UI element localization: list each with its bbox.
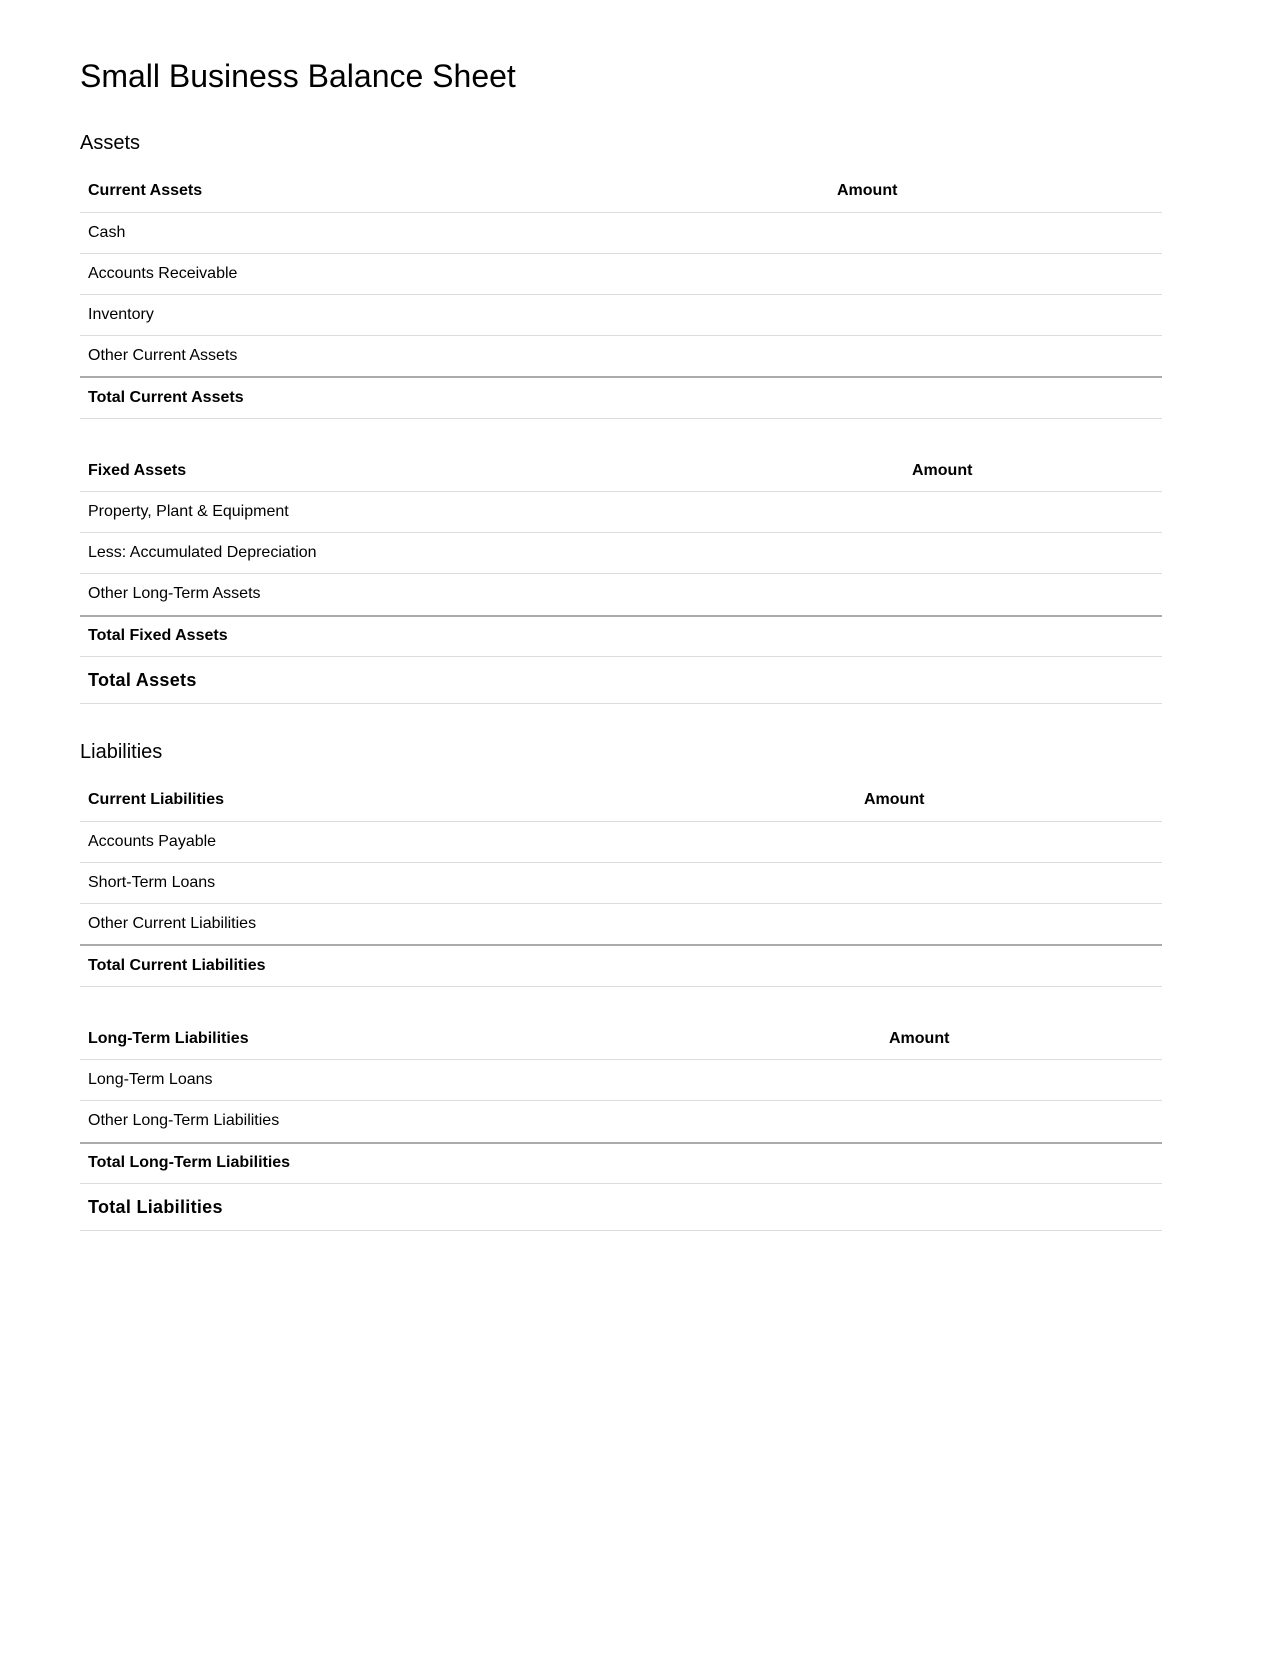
table-row: [80, 492, 1162, 533]
table-row: [80, 212, 1162, 253]
liabilities-heading: Liabilities: [80, 741, 163, 763]
total-label: Total Fixed Assets: [80, 616, 904, 657]
table-row: [80, 294, 1162, 335]
table-row: [80, 862, 1162, 903]
row-label: Long-Term Loans: [80, 1060, 881, 1101]
table-row: [80, 574, 1162, 616]
grand-total-row: [80, 657, 1162, 704]
table-row: [80, 335, 1162, 377]
grand-total-amount-cell[interactable]: [904, 657, 1162, 704]
column-header-amount: Amount: [904, 451, 1162, 492]
column-header-category: Current Assets: [80, 171, 829, 212]
total-row: [80, 377, 1162, 418]
amount-cell[interactable]: [829, 212, 1162, 253]
table-header-row: [80, 780, 1162, 821]
total-row: [80, 1143, 1162, 1184]
table-header-row: [80, 451, 1162, 492]
table-row: [80, 821, 1162, 862]
column-header-category: Fixed Assets: [80, 451, 904, 492]
table-header-row: [80, 171, 1162, 212]
row-label: Other Current Assets: [80, 335, 829, 377]
total-amount-cell[interactable]: [881, 1143, 1162, 1184]
amount-cell[interactable]: [829, 253, 1162, 294]
total-label: Total Long-Term Liabilities: [80, 1143, 881, 1184]
row-label: Accounts Payable: [80, 821, 856, 862]
column-header-amount: Amount: [829, 171, 1162, 212]
row-label: Short-Term Loans: [80, 862, 856, 903]
table-row: [80, 1060, 1162, 1101]
row-label: Other Long-Term Liabilities: [80, 1101, 881, 1143]
fixed-assets-table: [80, 451, 1162, 705]
grand-total-label: Total Liabilities: [80, 1184, 881, 1231]
row-label: Accounts Receivable: [80, 253, 829, 294]
grand-total-row: [80, 1184, 1162, 1231]
grand-total-label: Total Assets: [80, 657, 904, 704]
total-amount-cell[interactable]: [829, 377, 1162, 418]
column-header-amount: Amount: [881, 1019, 1162, 1060]
amount-cell[interactable]: [829, 294, 1162, 335]
row-label: Less: Accumulated Depreciation: [80, 533, 904, 574]
total-amount-cell[interactable]: [904, 616, 1162, 657]
row-label: Other Current Liabilities: [80, 903, 856, 945]
grand-total-amount-cell[interactable]: [881, 1184, 1162, 1231]
assets-heading: Assets: [80, 132, 141, 154]
amount-cell[interactable]: [856, 821, 1162, 862]
long-term-liabilities-table: [80, 1019, 1162, 1232]
column-header-amount: Amount: [856, 780, 1162, 821]
amount-cell[interactable]: [856, 903, 1162, 945]
total-row: [80, 945, 1162, 986]
table-row: [80, 1101, 1162, 1143]
table-row: [80, 533, 1162, 574]
table-header-row: [80, 1019, 1162, 1060]
page-title: Small Business Balance Sheet: [80, 58, 516, 94]
row-label: Cash: [80, 212, 829, 253]
amount-cell[interactable]: [881, 1101, 1162, 1143]
amount-cell[interactable]: [881, 1060, 1162, 1101]
amount-cell[interactable]: [904, 492, 1162, 533]
column-header-category: Long-Term Liabilities: [80, 1019, 881, 1060]
row-label: Inventory: [80, 294, 829, 335]
total-label: Total Current Assets: [80, 377, 829, 418]
amount-cell[interactable]: [904, 574, 1162, 616]
row-label: Other Long-Term Assets: [80, 574, 904, 616]
table-row: [80, 253, 1162, 294]
table-row: [80, 903, 1162, 945]
total-label: Total Current Liabilities: [80, 945, 856, 986]
column-header-category: Current Liabilities: [80, 780, 856, 821]
amount-cell[interactable]: [904, 533, 1162, 574]
amount-cell[interactable]: [856, 862, 1162, 903]
total-row: [80, 616, 1162, 657]
total-amount-cell[interactable]: [856, 945, 1162, 986]
current-assets-table: [80, 171, 1162, 419]
amount-cell[interactable]: [829, 335, 1162, 377]
current-liabilities-table: [80, 780, 1162, 987]
row-label: Property, Plant & Equipment: [80, 492, 904, 533]
